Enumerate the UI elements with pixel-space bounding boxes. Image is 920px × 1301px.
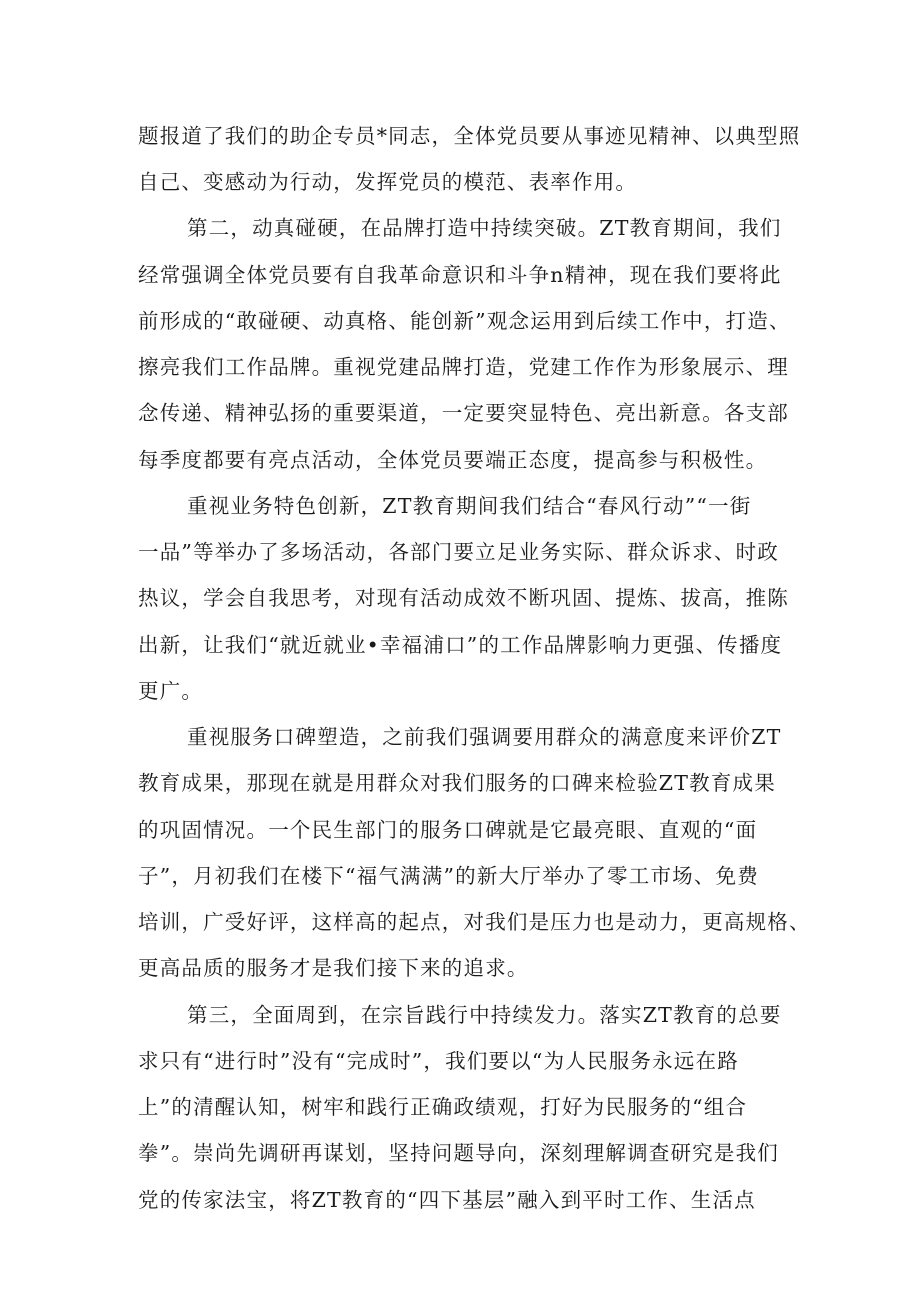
text-line: 培训，广受好评，这样高的起点，对我们是压力也是动力，更高规格、 xyxy=(138,910,811,934)
text-line: 求只有“进行时”没有“完成时”，我们要以“为人民服务永远在路 xyxy=(138,1049,739,1073)
paragraph-start-line: 重视服务口碑塑造，之前我们强调要用群众的满意度来评价ZT xyxy=(187,725,782,749)
text-line: 一品”等举办了多场活动，各部门要立足业务实际、群众诉求、时政 xyxy=(138,540,779,564)
text-line: 子”，月初我们在楼下“福气满满”的新大厅举办了零工市场、免费 xyxy=(138,864,759,888)
paragraph-start-line: 第二，动真碰硬，在品牌打造中持续突破。ZT教育期间，我们 xyxy=(187,216,782,240)
text-line: 出新，让我们“就近就业•幸福浦口”的工作品牌影响力更强、传播度 xyxy=(138,633,783,657)
text-line: 更广。 xyxy=(138,679,204,703)
text-line: 热议，学会自我思考，对现有活动成效不断巩固、提炼、拔高，推陈 xyxy=(138,586,789,610)
text-line: 擦亮我们工作品牌。重视党建品牌打造，党建工作作为形象展示、理 xyxy=(138,355,789,379)
text-line: 更高品质的服务才是我们接下来的追求。 xyxy=(138,956,529,980)
text-line: 拳”。崇尚先调研再谋划，坚持问题导向，深刻理解调查研究是我们 xyxy=(138,1141,779,1165)
text-line: 教育成果，那现在就是用群众对我们服务的口碑来检验ZT教育成果 xyxy=(138,771,776,795)
text-line: 党的传家法宝，将ZT教育的“四下基层”融入到平时工作、生活点 xyxy=(138,1188,756,1212)
text-line: 的巩固情况。一个民生部门的服务口碑就是它最亮眼、直观的“面 xyxy=(138,818,758,842)
text-line: 上”的清醒认知，树牢和践行正确政绩观，打好为民服务的“组合 xyxy=(138,1095,748,1119)
paragraph-start-line: 第三，全面周到，在宗旨践行中持续发力。落实ZT教育的总要 xyxy=(187,1003,782,1027)
text-line: 自己、变感动为行动，发挥党员的模范、表率作用。 xyxy=(138,170,638,194)
text-line: 念传递、精神弘扬的重要渠道，一定要突显特色、亮出新意。各支部 xyxy=(138,401,789,425)
text-line: 经常强调全体党员要有自我革命意识和斗争n精神，现在我们要将此 xyxy=(138,263,782,287)
paragraph-start-line: 重视业务特色创新，ZT教育期间我们结合“春风行动”“一街 xyxy=(187,494,752,518)
text-line: 题报道了我们的助企专员*同志，全体党员要从事迹见精神、以典型照 xyxy=(138,124,801,148)
text-line: 前形成的“敢碰硬、动真格、能创新”观念运用到后续工作中，打造、 xyxy=(138,309,791,333)
text-line: 每季度都要有亮点活动，全体党员要端正态度，提高参与积极性。 xyxy=(138,448,768,472)
